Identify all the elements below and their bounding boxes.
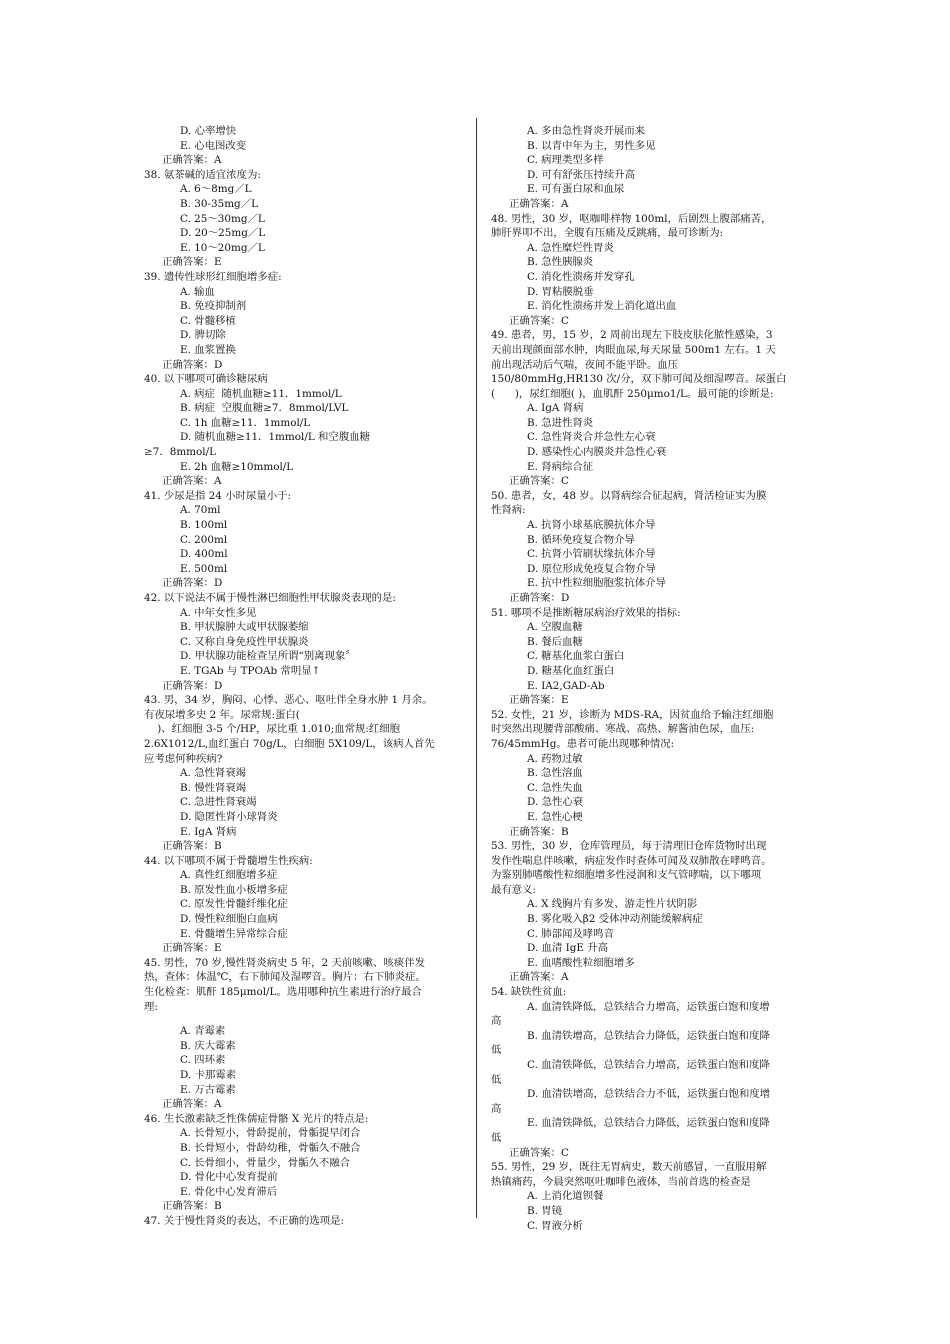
answer-option: D. 血清 IgE 升高 bbox=[527, 942, 609, 955]
answer-option: D. 胃粘膜脱垂 bbox=[527, 285, 594, 298]
answer-option: B. 30-35mg／L bbox=[180, 197, 258, 210]
correct-answer: 正确答案：E bbox=[162, 256, 222, 269]
answer-option: B. 血清铁增高，总铁结合力降低，运铁蛋白饱和度降 bbox=[527, 1029, 770, 1042]
question-text bbox=[144, 1014, 466, 1024]
question-text: 45. 男性，70 岁,慢性肾炎病史 5 年，2 天前咳嗽、咳痰伴发 bbox=[144, 956, 425, 969]
answer-option: C. 长骨细小，骨量少，骨骺久不融合 bbox=[180, 1156, 351, 1169]
question-text: 40. 以下哪项可确诊糖尿病 bbox=[144, 373, 268, 386]
question-text: 41. 少尿是指 24 小时尿量小于: bbox=[144, 489, 292, 502]
answer-option: E. 10～20mg／L bbox=[180, 241, 265, 254]
answer-option: D. 血清铁增高，总铁结合力不低，运铁蛋白饱和度增 bbox=[527, 1088, 771, 1101]
correct-answer: 正确答案：A bbox=[509, 971, 569, 984]
question-text: 高 bbox=[491, 1015, 502, 1028]
question-text: 76/45mmHg。患者可能出现哪种情况: bbox=[491, 737, 675, 750]
correct-answer: 正确答案：D bbox=[162, 679, 223, 692]
answer-option: B. 原发性血小板增多症 bbox=[180, 883, 288, 896]
correct-answer: 正确答案：A bbox=[509, 197, 569, 210]
answer-option: B. 100ml bbox=[180, 519, 228, 532]
answer-option: B. 以青中年为主，男性多见 bbox=[527, 139, 656, 152]
answer-option: A. 急性肾衰竭 bbox=[180, 767, 247, 780]
question-text: 发作性喘息伴咳嗽，病症发作时查体可闻及双肺散在哮鸣音。 bbox=[491, 854, 772, 867]
answer-option: D. 随机血糖≥11．1mmol/L 和空腹血糖 bbox=[180, 431, 370, 444]
answer-option: D. 急性心衰 bbox=[527, 796, 584, 809]
answer-option: E. 500ml bbox=[180, 562, 228, 575]
question-text: 54. 缺铁性贫血: bbox=[491, 986, 567, 999]
answer-option: D. 隐匿性肾小球肾炎 bbox=[180, 810, 278, 823]
answer-option: C. 四环素 bbox=[180, 1054, 226, 1067]
answer-option: D. 脾切除 bbox=[180, 329, 226, 342]
question-text: 生化检查：肌酐 185μmol/L。选用哪种抗生素进行治疗最合 bbox=[144, 986, 422, 999]
answer-option: A. 病症 随机血糖≥11．1mmol/L bbox=[180, 387, 342, 400]
question-text: 热镇痛药，今晨突然呕吐咖啡色液体，当前首选的检查是 bbox=[491, 1175, 751, 1188]
question-text: 低 bbox=[491, 1073, 502, 1086]
question-text: 低 bbox=[491, 1131, 502, 1144]
answer-option: E. 肾病综合征 bbox=[527, 460, 594, 473]
correct-answer: 正确答案：B bbox=[509, 825, 569, 838]
question-text: 2.6X1012/L,血红蛋白 70g/L，白细胞 5X109/L，该病人首先 bbox=[144, 737, 435, 750]
answer-option: B. 急性溶血 bbox=[527, 767, 583, 780]
answer-option: A. 真性红细胞增多症 bbox=[180, 869, 278, 882]
answer-option: C. 消化性溃疡并发穿孔 bbox=[527, 270, 635, 283]
answer-option: A. 抗肾小球基底膜抗体介导 bbox=[527, 519, 656, 532]
answer-option: D. 卡那霉素 bbox=[180, 1069, 237, 1081]
question-text: 理: bbox=[144, 1000, 158, 1013]
answer-option: B. 餐后血糖 bbox=[527, 635, 583, 648]
answer-option: E. 抗中性粒细胞胞浆抗体介导 bbox=[527, 577, 666, 590]
answer-option: A. 空腹血糖 bbox=[527, 621, 583, 634]
answer-option: A. X 线胸片有多发、游走性片状阴影 bbox=[527, 898, 698, 911]
correct-answer: 正确答案：D bbox=[162, 577, 223, 590]
answer-option: E. IgA 肾病 bbox=[180, 825, 237, 838]
answer-option: D. 400ml bbox=[180, 548, 228, 561]
answer-option: C. 急进性肾衰竭 bbox=[180, 796, 257, 809]
question-text: 46. 生长激素缺乏性侏儒症骨骼 X 光片的特点是: bbox=[144, 1112, 369, 1125]
left-column bbox=[144, 124, 466, 1229]
question-text: 47. 关于慢性肾炎的表达，不正确的选项是: bbox=[144, 1214, 344, 1227]
question-text: 53. 男性，30 岁，仓库管理员，每于清理旧仓库货物时出现 bbox=[491, 840, 767, 853]
question-text: 高 bbox=[491, 1102, 502, 1115]
answer-option: A. 输血 bbox=[180, 285, 215, 298]
answer-option: C. 抗肾小管刷状缘抗体介导 bbox=[527, 548, 656, 561]
answer-option: B. 免疫抑制剂 bbox=[180, 300, 247, 313]
answer-option: B. 急性胰腺炎 bbox=[527, 256, 594, 269]
correct-answer: 正确答案：B bbox=[162, 840, 222, 853]
question-text: 最有意义: bbox=[491, 883, 537, 896]
answer-option: C. 糖基化血浆白蛋白 bbox=[527, 650, 625, 663]
answer-option: C. 胃液分析 bbox=[527, 1219, 583, 1232]
question-text: ( )，尿红细胞( )，血肌酐 250μmo1/L。最可能的诊断是: bbox=[491, 387, 774, 400]
question-text: 肺肝界叩不出，全腹有压痛及反跳痛，最可诊断为: bbox=[491, 227, 724, 240]
answer-option: D. 甲状腺功能检查呈所谓“别离现象〞 bbox=[180, 650, 356, 663]
answer-option: C. 急性肾炎合并急性左心衰 bbox=[527, 431, 656, 444]
right-column bbox=[491, 124, 815, 1233]
question-text: 39. 遗传性球形红细胞增多症: bbox=[144, 270, 282, 283]
answer-option: D. 感染性心内膜炎并急性心衰 bbox=[527, 446, 667, 459]
answer-option: B. 病症 空腹血糖≥7．8mmol/LVL bbox=[180, 402, 349, 415]
correct-answer: 正确答案：B bbox=[162, 1200, 222, 1213]
question-text: 天前出现颜面部水肿，肉眼血尿,每天尿量 500m1 左右。1 天 bbox=[491, 343, 776, 356]
answer-option: E. IA2,GAD-Ab bbox=[527, 679, 605, 692]
answer-option: C. 1h 血糖≥11．1mmol/L bbox=[180, 416, 311, 429]
answer-option: E. TGAb 与 TPOAb 常明显↑ bbox=[180, 664, 321, 677]
answer-option: A. 长骨短小，骨龄提前，骨骺提早闭合 bbox=[180, 1127, 361, 1140]
question-text: 热，查体：体温℃，右下肺闻及湿啰音。胸片：右下肺炎症。 bbox=[144, 971, 426, 984]
answer-option: C. 原发性骨髓纤维化症 bbox=[180, 898, 288, 911]
answer-option: E. 骨髓增生异常综合症 bbox=[180, 927, 288, 940]
answer-option: A. 上消化道钡餐 bbox=[527, 1190, 604, 1203]
answer-option: D. 骨化中心发育提前 bbox=[180, 1171, 278, 1184]
question-text: )、红细胞 3-5 个/HP，尿比重 1.010;血常规:红细胞 bbox=[144, 723, 401, 736]
correct-answer: 正确答案：E bbox=[162, 942, 222, 955]
answer-option: A. 药物过敏 bbox=[527, 752, 583, 765]
answer-option: B. 甲状腺肿大或甲状腺萎缩 bbox=[180, 621, 309, 634]
answer-option: E. 心电图改变 bbox=[180, 139, 247, 152]
answer-option: E. 血浆置换 bbox=[180, 343, 236, 356]
answer-option: B. 胃镜 bbox=[527, 1204, 563, 1217]
answer-option: E. 血清铁降低，总铁结合力降低，运铁蛋白饱和度降 bbox=[527, 1117, 770, 1130]
question-text: 低 bbox=[491, 1044, 502, 1057]
answer-option: C. 肺部闻及哮鸣音 bbox=[527, 927, 614, 940]
correct-answer: 正确答案：C bbox=[509, 1146, 569, 1159]
answer-option: E. 可有蛋白尿和血尿 bbox=[527, 183, 625, 196]
correct-answer: 正确答案：A bbox=[162, 475, 222, 488]
answer-option: A. 6～8mg／L bbox=[180, 183, 252, 196]
question-text: 时突然出现腰背部酸痛、寒战、高热、解酱油色尿，血压: bbox=[491, 723, 755, 736]
answer-option: B. 循环免疫复合物介导 bbox=[527, 533, 635, 546]
question-text: ≥7．8mmol/L bbox=[144, 446, 217, 459]
answer-option: D. 20～25mg／L bbox=[180, 227, 266, 240]
answer-option: C. 病理类型多样 bbox=[527, 154, 604, 167]
answer-option: A. 血清铁降低，总铁结合力增高，运铁蛋白饱和度增 bbox=[527, 1000, 770, 1013]
answer-option: B. 雾化吸入β2 受体冲动剂能缓解病症 bbox=[527, 913, 703, 926]
question-text: 49. 患者，男，15 岁，2 周前出现左下肢皮肤化脓性感染，3 bbox=[491, 329, 773, 342]
answer-option: B. 长骨短小，骨龄幼稚，骨骺久不融合 bbox=[180, 1141, 361, 1154]
answer-option: B. 急进性肾炎 bbox=[527, 416, 594, 429]
question-text: 44. 以下哪项不属于骨髓增生性疾病: bbox=[144, 854, 313, 867]
correct-answer: 正确答案：C bbox=[509, 314, 569, 327]
answer-option: B. 庆大霉素 bbox=[180, 1039, 236, 1052]
answer-option: E. 骨化中心发育滞后 bbox=[180, 1185, 278, 1198]
question-text: 前出现活动后气喘，夜间不能平卧。血压 bbox=[491, 358, 679, 371]
answer-option: C. 25～30mg／L bbox=[180, 212, 265, 225]
question-text: 38. 氨茶碱的适宜浓度为: bbox=[144, 168, 261, 181]
answer-option: E. 2h 血糖≥10mmol/L bbox=[180, 460, 294, 473]
column-divider bbox=[476, 118, 477, 1218]
answer-option: C. 又称自身免疫性甲状腺炎 bbox=[180, 635, 309, 648]
question-text: 应考虑何种疾病? bbox=[144, 752, 223, 765]
question-text: 55. 男性，29 岁，既往无胃病史，数天前感冒，一直服用解 bbox=[491, 1161, 767, 1174]
answer-option: C. 血清铁降低，总铁结合力增高，运铁蛋白饱和度降 bbox=[527, 1059, 770, 1071]
answer-option: C. 200ml bbox=[180, 533, 228, 546]
answer-option: D. 可有舒张压持续升高 bbox=[527, 168, 636, 181]
question-text: 有夜尿增多史 2 年。尿常规:蛋白( bbox=[144, 708, 300, 721]
answer-option: B. 慢性肾衰竭 bbox=[180, 781, 247, 794]
question-text: 42. 以下说法不属于慢性淋巴细胞性甲状腺炎表现的是: bbox=[144, 592, 396, 604]
question-text: 51. 哪项不是推断糖尿病治疗效果的指标: bbox=[491, 606, 681, 619]
correct-answer: 正确答案：D bbox=[509, 592, 570, 604]
answer-option: C. 骨髓移植 bbox=[180, 314, 236, 327]
answer-option: C. 急性失血 bbox=[527, 781, 583, 794]
question-text: 150/80mmHg,HR130 次/分，双下肺可闻及细湿啰音。尿蛋白 bbox=[491, 373, 787, 386]
question-text: 43. 男，34 岁，胸闷、心悸、恶心、呕吐伴全身水肿 1 月余。 bbox=[144, 694, 433, 707]
question-text: 50. 患者，女，48 岁。以肾病综合征起病，肾活检证实为膜 bbox=[491, 489, 767, 502]
answer-option: A. 青霉素 bbox=[180, 1025, 226, 1038]
answer-option: A. 中年女性多见 bbox=[180, 606, 257, 619]
correct-answer: 正确答案：D bbox=[162, 358, 223, 371]
answer-option: E. 万古霉素 bbox=[180, 1083, 236, 1096]
answer-option: A. 急性糜烂性胃炎 bbox=[527, 241, 614, 254]
answer-option: E. 消化性溃疡并发上消化道出血 bbox=[527, 300, 677, 313]
answer-option: D. 心率增快 bbox=[180, 125, 237, 137]
correct-answer: 正确答案：A bbox=[162, 1098, 222, 1111]
correct-answer: 正确答案：A bbox=[162, 154, 222, 167]
question-text: 为鉴别肺嗜酸性粒细胞增多性浸润和支气管哮喘，以下哪项 bbox=[491, 869, 762, 882]
answer-option: A. 70ml bbox=[180, 504, 221, 517]
answer-option: D. 原位形成免疫复合物介导 bbox=[527, 562, 656, 575]
answer-option: E. 血嗜酸性粒细胞增多 bbox=[527, 956, 635, 969]
answer-option: A. IgA 肾病 bbox=[527, 402, 584, 415]
answer-option: E. 急性心梗 bbox=[527, 810, 583, 823]
correct-answer: 正确答案：E bbox=[509, 694, 569, 707]
answer-option: A. 多由急性肾炎开展而来 bbox=[527, 125, 646, 137]
answer-option: D. 糖基化血红蛋白 bbox=[527, 664, 615, 677]
question-text: 52. 女性，21 岁，诊断为 MDS-RA，因贫血给予输注红细胞 bbox=[491, 708, 774, 721]
answer-option: D. 慢性粒细胞白血病 bbox=[180, 913, 278, 926]
correct-answer: 正确答案：C bbox=[509, 475, 569, 488]
question-text: 48. 男性，30 岁，呕咖啡样物 100ml，后剧烈上腹部痛苦， bbox=[491, 212, 772, 225]
question-text: 性肾病: bbox=[491, 504, 526, 517]
